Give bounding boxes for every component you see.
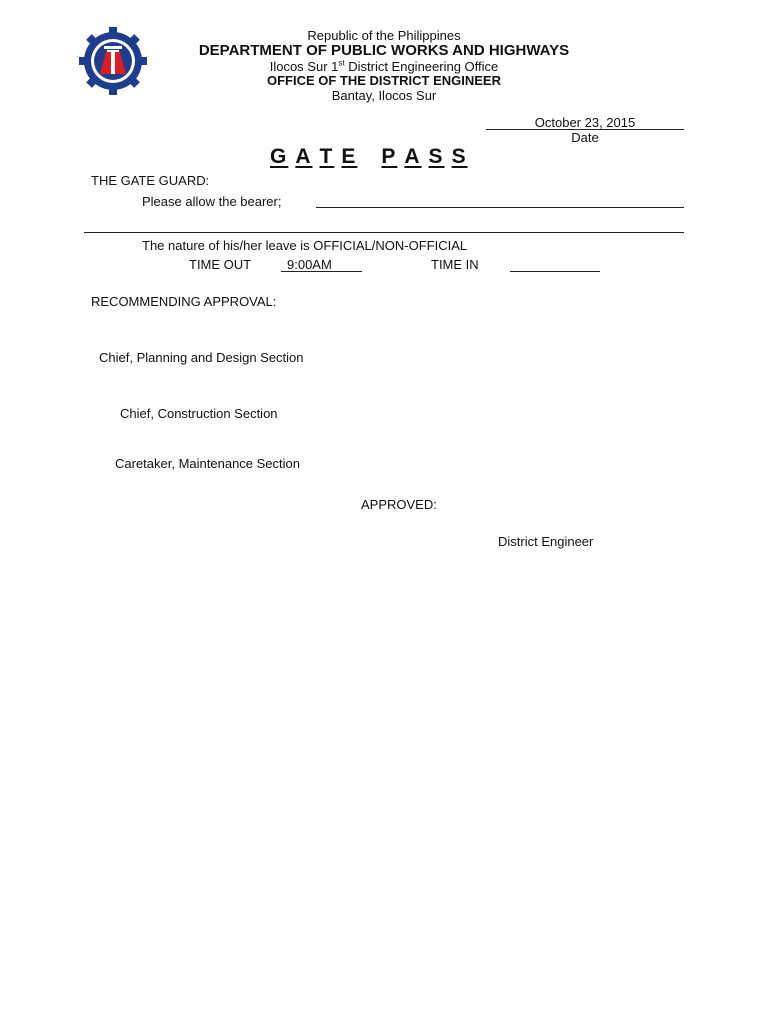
allow-bearer-label: Please allow the bearer;: [142, 194, 282, 209]
time-in-label: TIME IN: [431, 257, 479, 272]
time-out-line: [281, 271, 362, 272]
date-value: October 23, 2015: [534, 115, 636, 130]
time-out-label: TIME OUT: [189, 257, 252, 272]
title-letter: G: [270, 145, 289, 168]
document-title: [270, 145, 475, 169]
time-out-value: 9:00AM: [287, 257, 332, 272]
signatory-maintenance: Caretaker, Maintenance Section: [115, 456, 300, 471]
addressee: THE GATE GUARD:: [91, 173, 210, 188]
time-in-line[interactable]: [510, 271, 600, 272]
header-department: DEPARTMENT OF PUBLIC WORKS AND HIGHWAYS: [198, 42, 570, 59]
title-letter: A: [295, 145, 313, 168]
signatory-district-engineer: District Engineer: [498, 534, 594, 549]
office-suffix: District Engineering Office: [344, 59, 499, 74]
recommending-approval: RECOMMENDING APPROVAL:: [91, 294, 277, 309]
office-prefix: Ilocos Sur 1: [269, 59, 339, 74]
dpwh-logo-icon: [78, 26, 148, 96]
title-letter: S: [428, 145, 445, 168]
title-letter: S: [451, 145, 468, 168]
leave-nature: The nature of his/her leave is OFFICIAL/NON-OFFICIAL: [142, 238, 468, 253]
bearer-name-line[interactable]: [316, 207, 684, 208]
header-district-office: [150, 59, 618, 74]
signatory-planning: Chief, Planning and Design Section: [99, 350, 304, 365]
header-office-engineer: OFFICE OF THE DISTRICT ENGINEER: [266, 73, 501, 88]
title-letter: T: [319, 145, 335, 168]
header-location: Bantay, Ilocos Sur: [331, 88, 437, 103]
office-superscript: st: [338, 58, 345, 68]
approved-label: APPROVED:: [361, 497, 437, 512]
title-letter: P: [381, 145, 398, 168]
header-republic: Republic of the Philippines: [307, 28, 461, 43]
signatory-construction: Chief, Construction Section: [120, 406, 278, 421]
date-label: Date: [571, 130, 599, 145]
title-letter: A: [404, 145, 422, 168]
bearer-name-line-continued[interactable]: [84, 232, 684, 233]
title-letter: E: [341, 145, 358, 168]
